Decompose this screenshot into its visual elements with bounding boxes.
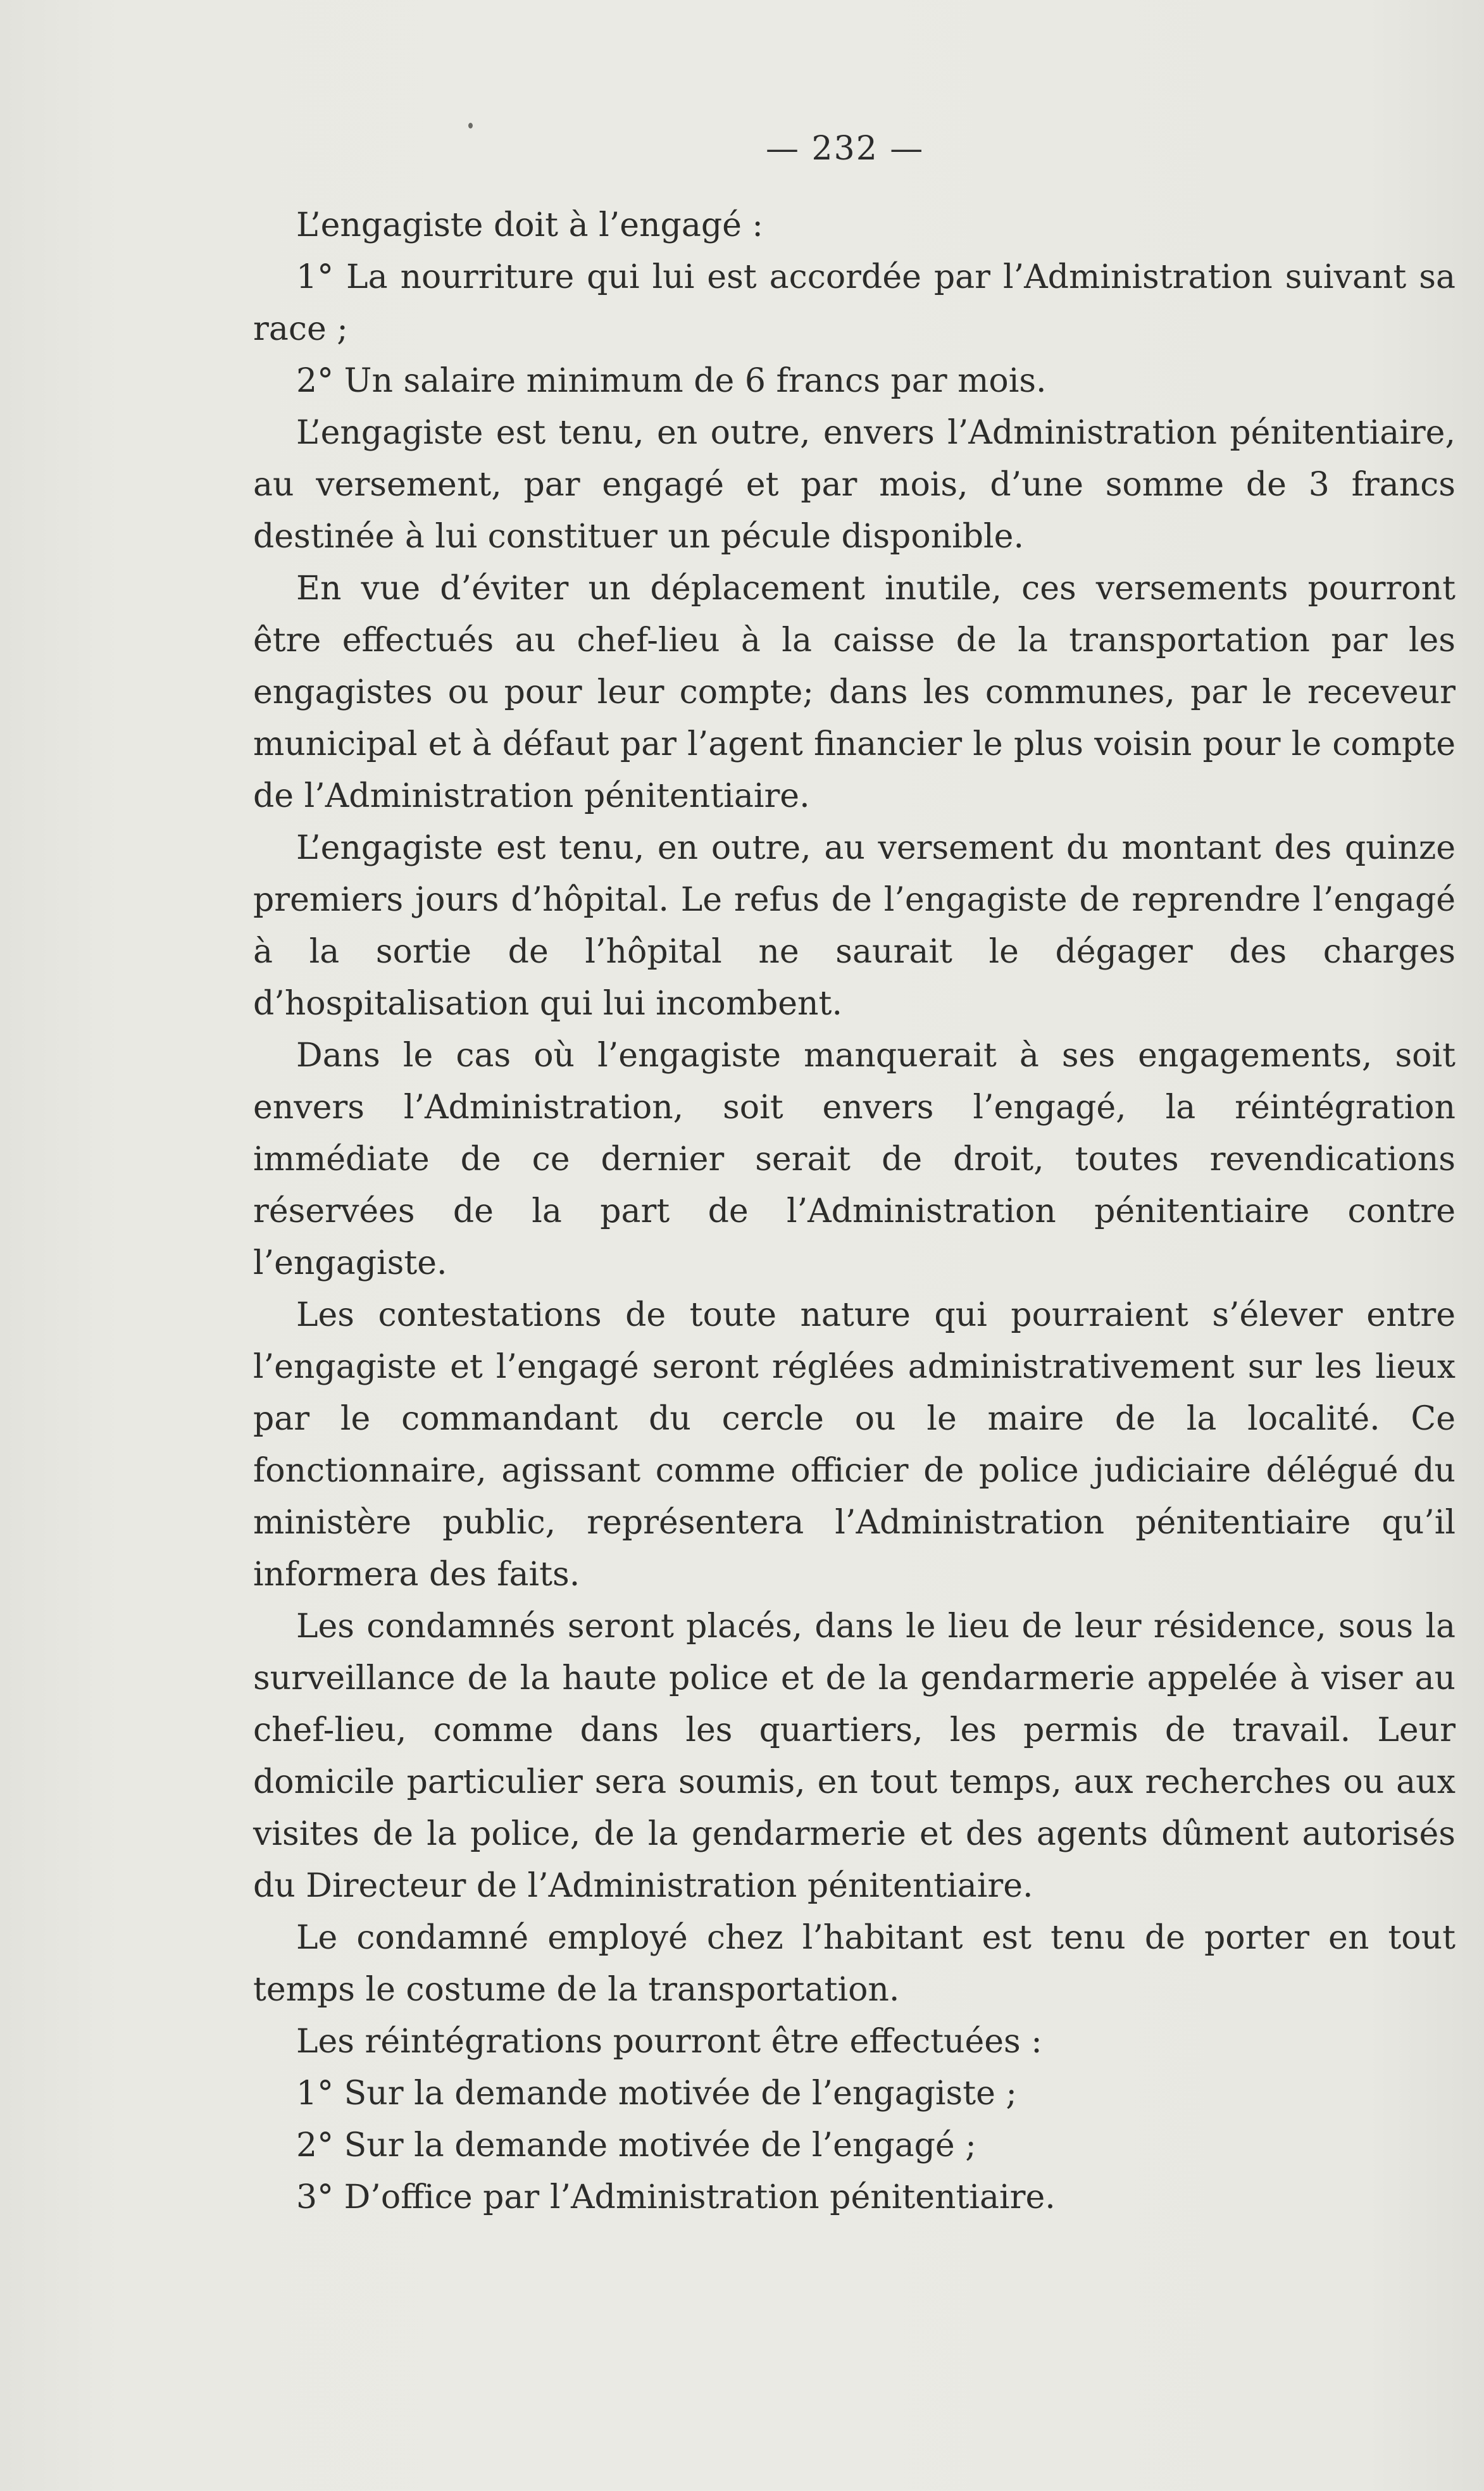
reintegration-item: 2° Sur la demande motivée de l’engagé ; [296, 2126, 976, 2164]
body-text [253, 199, 1456, 2223]
paragraph: Le condamné employé chez l’habitant est tenu de porter en tout temps le costume de la transportation. [253, 1919, 1456, 2009]
page-number: — 232 — [766, 130, 925, 168]
obligations-intro: L’engagiste doit à l’engagé : [296, 206, 763, 244]
reintegration-intro: Les réintégrations pourront être effectuées : [296, 2023, 1042, 2061]
paragraph: En vue d’éviter un déplacement inutile, ces versements pourront être effectués au chef-lieu à la caisse de la transportation par les engagistes ou pour leur compte; dans les communes, par le receveur municipal et à défaut par l’agent financier le plus voisin pour le compte de l’Administration pénitentiaire. [253, 570, 1456, 815]
paragraph: Les contestations de toute nature qui pourraient s’élever entre l’engagiste et l’engagé seront réglées administrativement sur les lieux par le commandant du cercle ou le maire de la localité. Ce fonctionnaire, agissant comme officier de police judiciaire délégué du ministère public, représentera l’Administration pénitentiaire qu’il informera des faits. [253, 1296, 1456, 1594]
paragraph: Les condamnés seront placés, dans le lieu de leur résidence, sous la surveillance de la haute police et de la gendarmerie appelée à viser au chef-lieu, comme dans les quartiers, les permis de travail. Leur domicile particulier sera soumis, en tout temps, aux recherches ou aux visites de la police, de la gendarmerie et des agents dûment autorisés du Directeur de l’Administration pénitentiaire. [253, 1608, 1456, 1905]
paragraph: Dans le cas où l’engagiste manquerait à ses engagements, soit envers l’Administration, soit envers l’engagé, la réintégration immédiate de ce dernier serait de droit, toutes revendications réservées de la part de l’Administration pénitentiaire contre l’engagiste. [253, 1037, 1456, 1282]
obligation-item: 1° La nourriture qui lui est accordée par l’Administration suivant sa race ; [253, 258, 1456, 348]
paragraph: L’engagiste est tenu, en outre, au versement du montant des quinze premiers jours d’hôpital. Le refus de l’engagiste de reprendre l’engagé à la sortie de l’hôpital ne saurait le dégager des charges d’hospitalisation qui lui incombent. [253, 829, 1456, 1023]
obligation-item: 2° Un salaire minimum de 6 francs par mois. [296, 362, 1047, 400]
reintegration-item: 1° Sur la demande motivée de l’engagiste ; [296, 2075, 1017, 2113]
ink-speck [468, 123, 473, 128]
paragraph: L’engagiste est tenu, en outre, envers l’Administration pénitentiaire, au versement, par engagé et par mois, d’une somme de 3 francs destinée à lui constituer un pécule disponible. [253, 414, 1456, 556]
reintegration-item: 3° D’office par l’Administration pénitentiaire. [296, 2178, 1056, 2216]
